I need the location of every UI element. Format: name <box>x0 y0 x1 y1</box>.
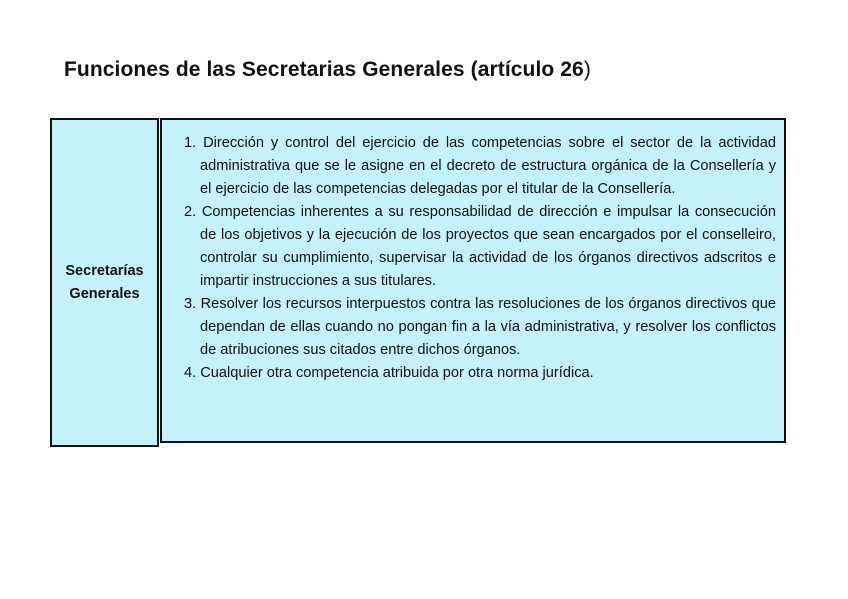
category-label <box>65 260 143 306</box>
list-item-number: 1. <box>184 135 197 151</box>
list-item-text: Resolver los recursos interpuestos contra las resoluciones de los órganos directivos que dependan de ellas cuando no pongan fin a la vía administrativa, y resolver los conflictos de atribuciones sus citados entre dichos órganos. <box>200 296 776 358</box>
functions-cell <box>160 118 786 443</box>
category-label-line2: Generales <box>69 285 140 302</box>
list-item <box>184 293 776 362</box>
list-item <box>184 132 776 201</box>
category-cell <box>50 118 159 447</box>
list-item-text: Competencias inherentes a su responsabilidad de dirección e impulsar la consecución de los objetivos y la ejecución de los proyectos que sean encargados por el conselleiro, controlar su cumplimiento, supervisar la actividad de los órganos directivos adscritos e impartir instrucciones a sus titulares. <box>200 204 776 289</box>
list-item-number: 3. <box>184 296 197 312</box>
page-title-close: ) <box>583 58 591 81</box>
list-item-number: 4. <box>184 365 197 381</box>
list-item-number: 2. <box>184 204 197 220</box>
list-item <box>184 201 776 293</box>
list-item-text: Cualquier otra competencia atribuida por otra norma jurídica. <box>200 365 594 381</box>
category-label-line1: Secretarías <box>65 262 144 279</box>
page-title <box>64 58 591 82</box>
list-item <box>184 362 776 385</box>
page-title-text: Funciones de las Secretarias Generales (artículo 26 <box>64 58 584 81</box>
functions-list <box>184 132 776 385</box>
list-item-text: Dirección y control del ejercicio de las competencias sobre el sector de la actividad administrativa que se le asigne en el decreto de estructura orgánica de la Consellería y el ejercicio de las competencias delegadas por el titular de la Consellería. <box>200 135 776 197</box>
